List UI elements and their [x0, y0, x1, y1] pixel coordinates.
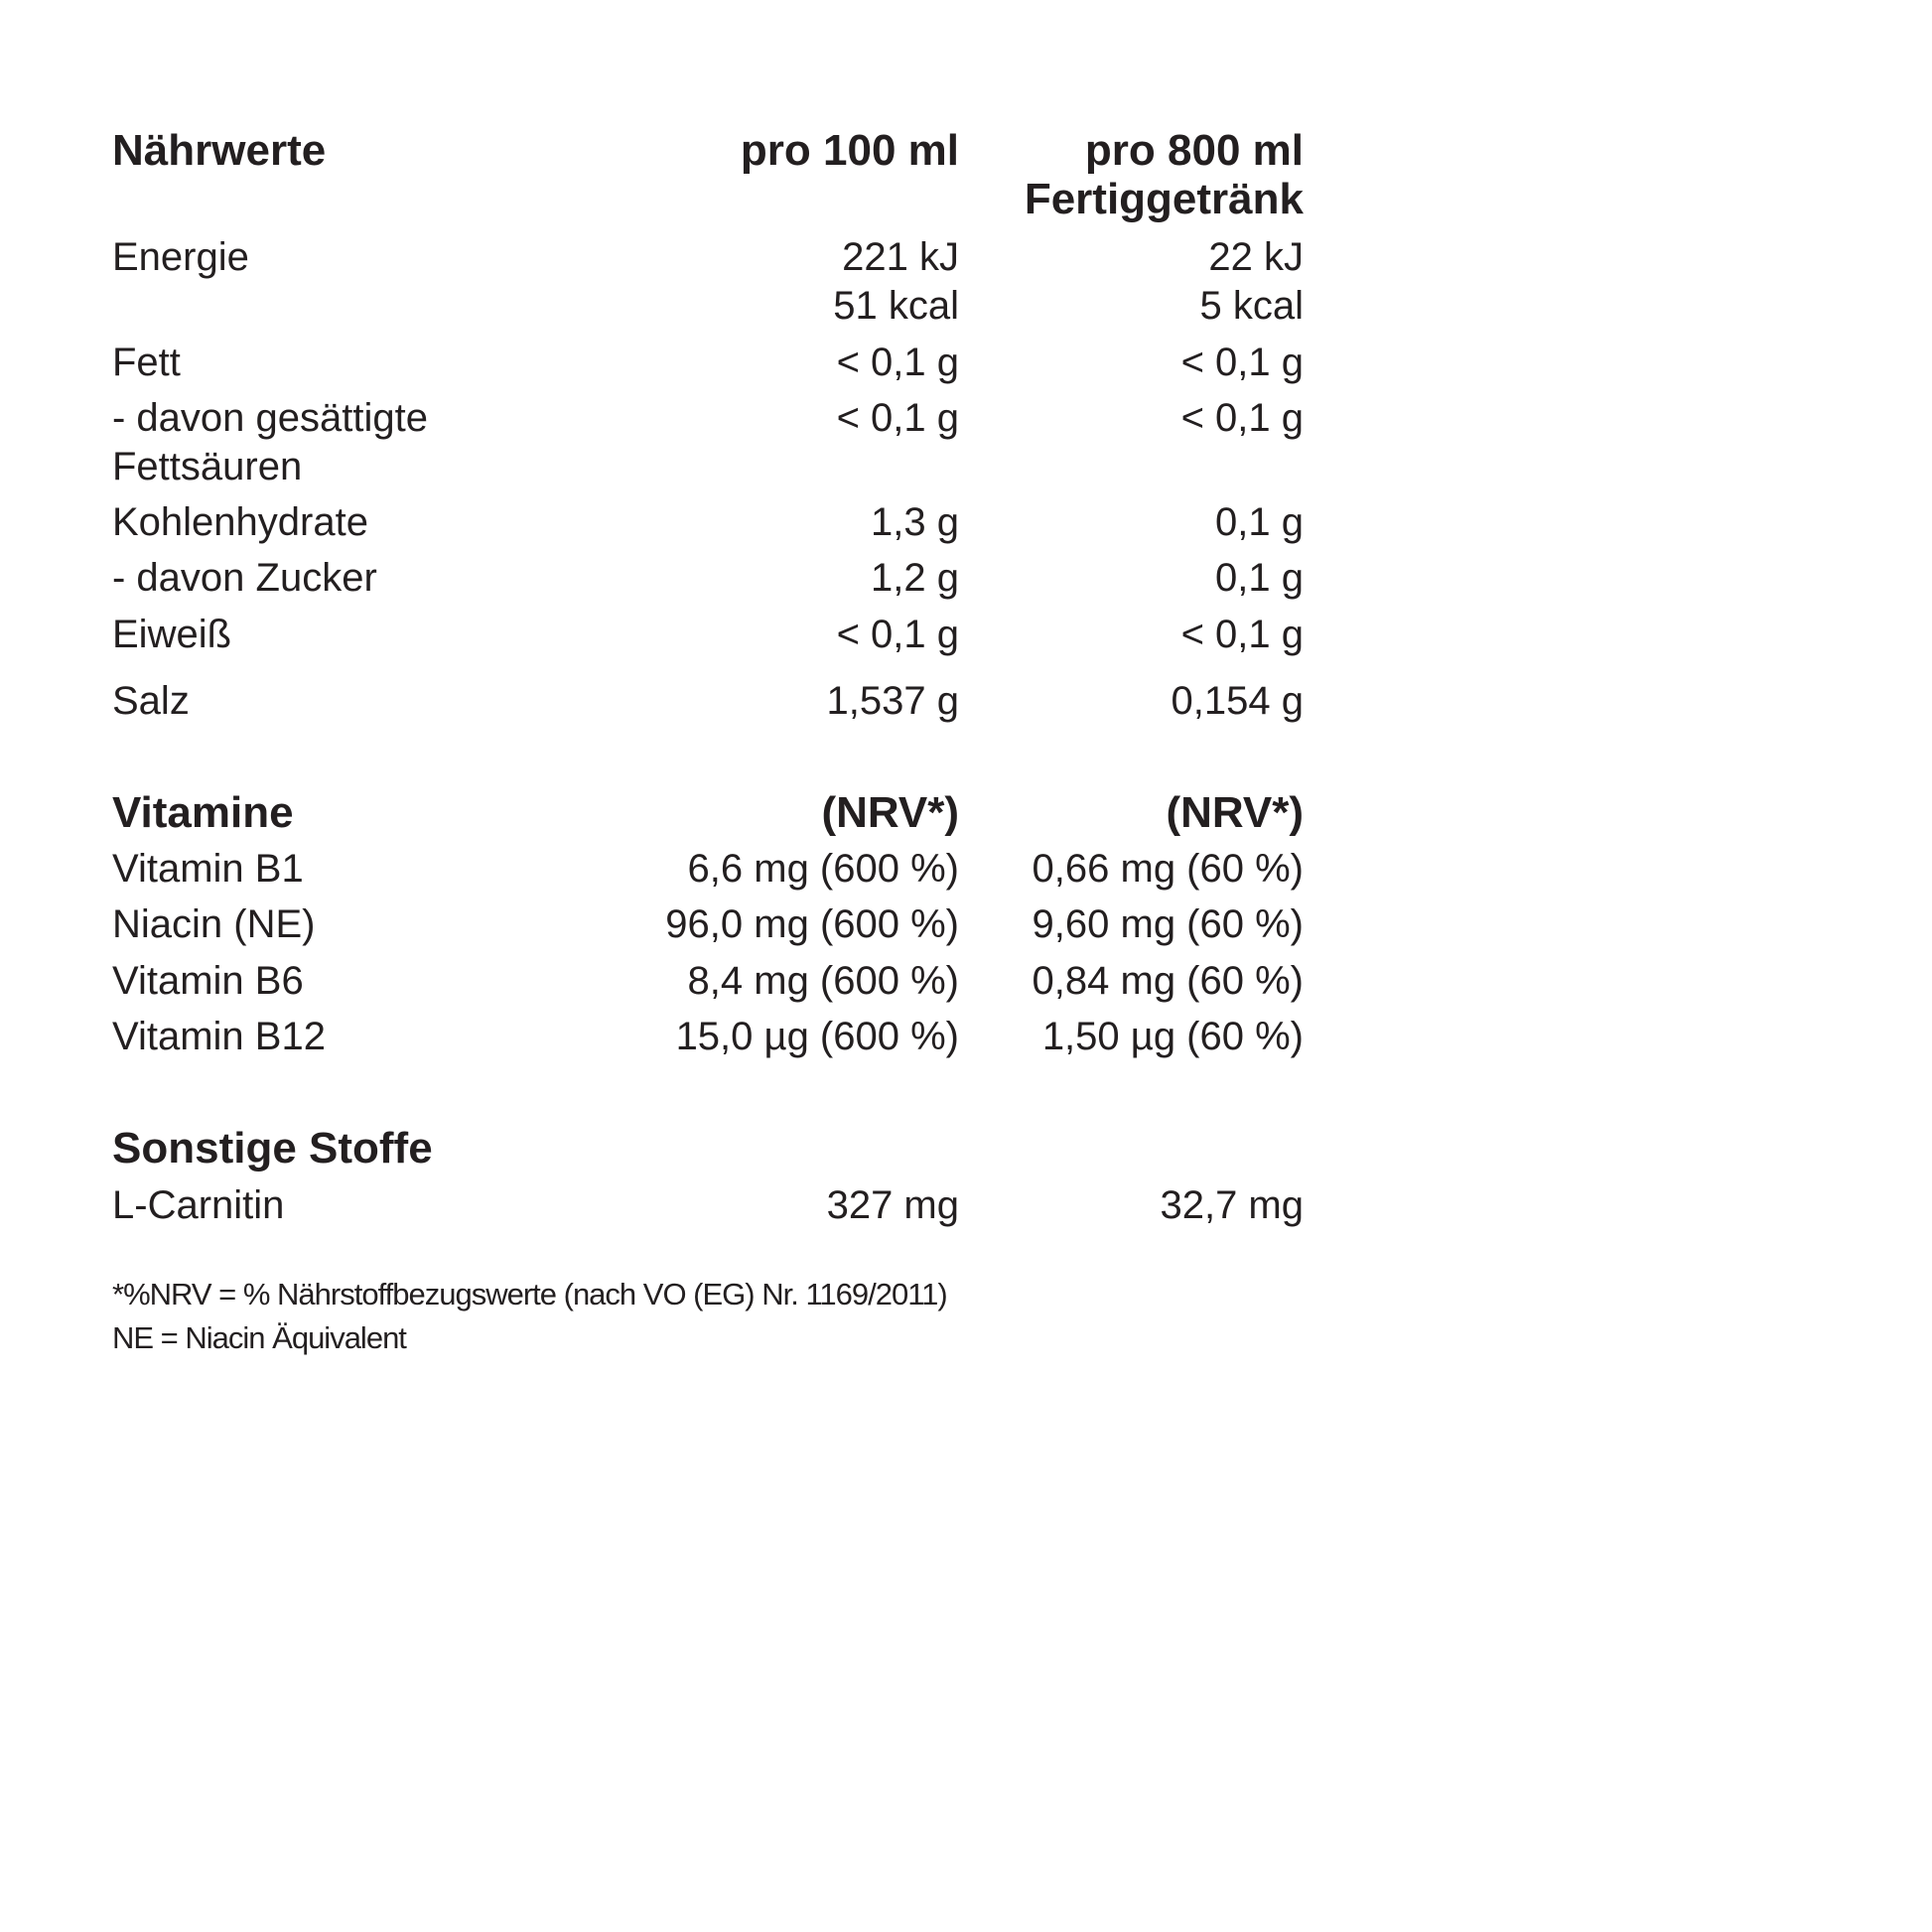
value-per-800ml: 1,50 µg (60 %): [1041, 1015, 1304, 1058]
nutrient-name: Energie: [112, 235, 249, 279]
nutrition-facts-sheet: [112, 0, 1304, 1932]
table-row: [112, 676, 1304, 726]
nutrient-name: Fett: [112, 341, 181, 384]
nutrient-name: Kohlenhydrate: [112, 500, 368, 544]
table-row: [112, 281, 1304, 331]
footnote-niacin: NE = Niacin Äquivalent: [112, 1320, 406, 1355]
value-per-800ml: 0,1 g: [1215, 500, 1304, 544]
value-per-800ml: 5 kcal: [1199, 284, 1304, 328]
vitamins-header-label: Vitamine: [112, 788, 294, 837]
column-header-100ml: pro 100 ml: [740, 126, 959, 175]
value-per-100ml: 327 mg: [826, 1183, 959, 1227]
table-row: [112, 497, 1304, 547]
value-per-800ml: 32,7 mg: [1160, 1183, 1304, 1227]
nutrient-name: - davon gesättigte: [112, 396, 428, 440]
table-row: [112, 338, 1304, 387]
table-row: [112, 844, 1304, 894]
nutrient-name: Fettsäuren: [112, 445, 303, 488]
value-per-100ml: 96,0 mg (600 %): [665, 902, 959, 946]
value-per-800ml: 9,60 mg (60 %): [1032, 902, 1304, 946]
other-substances-header-row: [112, 1124, 1194, 1173]
nutrition-header-row: [112, 126, 1304, 176]
value-per-100ml: < 0,1 g: [836, 396, 959, 440]
value-per-800ml: < 0,1 g: [1180, 341, 1304, 384]
table-row: [112, 1180, 1304, 1230]
table-row: [112, 393, 1304, 443]
vitamin-name: Vitamin B12: [112, 1015, 326, 1058]
value-per-100ml: 1,537 g: [826, 679, 959, 723]
table-row: [112, 956, 1304, 1006]
other-substances-header-label: Sonstige Stoffe: [112, 1124, 433, 1173]
value-per-800ml: < 0,1 g: [1180, 396, 1304, 440]
value-per-100ml: 1,2 g: [871, 556, 959, 600]
substance-name: L-Carnitin: [112, 1183, 285, 1227]
value-per-800ml: 22 kJ: [1208, 235, 1304, 279]
vitamin-name: Niacin (NE): [112, 902, 316, 946]
value-per-100ml: 221 kJ: [842, 235, 959, 279]
nutrient-name: - davon Zucker: [112, 556, 377, 600]
value-per-100ml: 6,6 mg (600 %): [687, 847, 959, 891]
nutrient-name: Salz: [112, 679, 190, 723]
table-row: [112, 442, 1194, 491]
vitamin-name: Vitamin B1: [112, 847, 304, 891]
value-per-100ml: < 0,1 g: [836, 613, 959, 656]
nutrient-name: Eiweiß: [112, 613, 232, 656]
value-per-100ml: 15,0 µg (600 %): [675, 1015, 959, 1058]
value-per-800ml: < 0,1 g: [1180, 613, 1304, 656]
table-row: [112, 1012, 1304, 1061]
nutrition-header-label: Nährwerte: [112, 126, 327, 175]
table-row: [112, 610, 1304, 659]
table-row: [112, 899, 1304, 949]
nrv-header-100ml: (NRV*): [821, 788, 959, 837]
table-row: [112, 553, 1304, 603]
nrv-header-800ml: (NRV*): [1166, 788, 1304, 837]
value-per-800ml: 0,66 mg (60 %): [1032, 847, 1304, 891]
nutrition-header-row-continued: [112, 175, 1304, 224]
value-per-100ml: 1,3 g: [871, 500, 959, 544]
value-per-800ml: 0,154 g: [1171, 679, 1304, 723]
value-per-800ml: 0,1 g: [1215, 556, 1304, 600]
value-per-800ml: 0,84 mg (60 %): [1032, 959, 1304, 1003]
vitamins-header-row: [112, 788, 1304, 838]
column-header-800ml: pro 800 ml: [1084, 126, 1304, 175]
vitamin-name: Vitamin B6: [112, 959, 304, 1003]
value-per-100ml: < 0,1 g: [836, 341, 959, 384]
value-per-100ml: 51 kcal: [833, 284, 959, 328]
value-per-100ml: 8,4 mg (600 %): [687, 959, 959, 1003]
table-row: [112, 232, 1304, 282]
footnote-nrv: *%NRV = % Nährstoffbezugswerte (nach VO (EG) Nr. 1169/2011): [112, 1277, 947, 1311]
column-header-800ml-line2: Fertiggetränk: [1024, 175, 1304, 223]
